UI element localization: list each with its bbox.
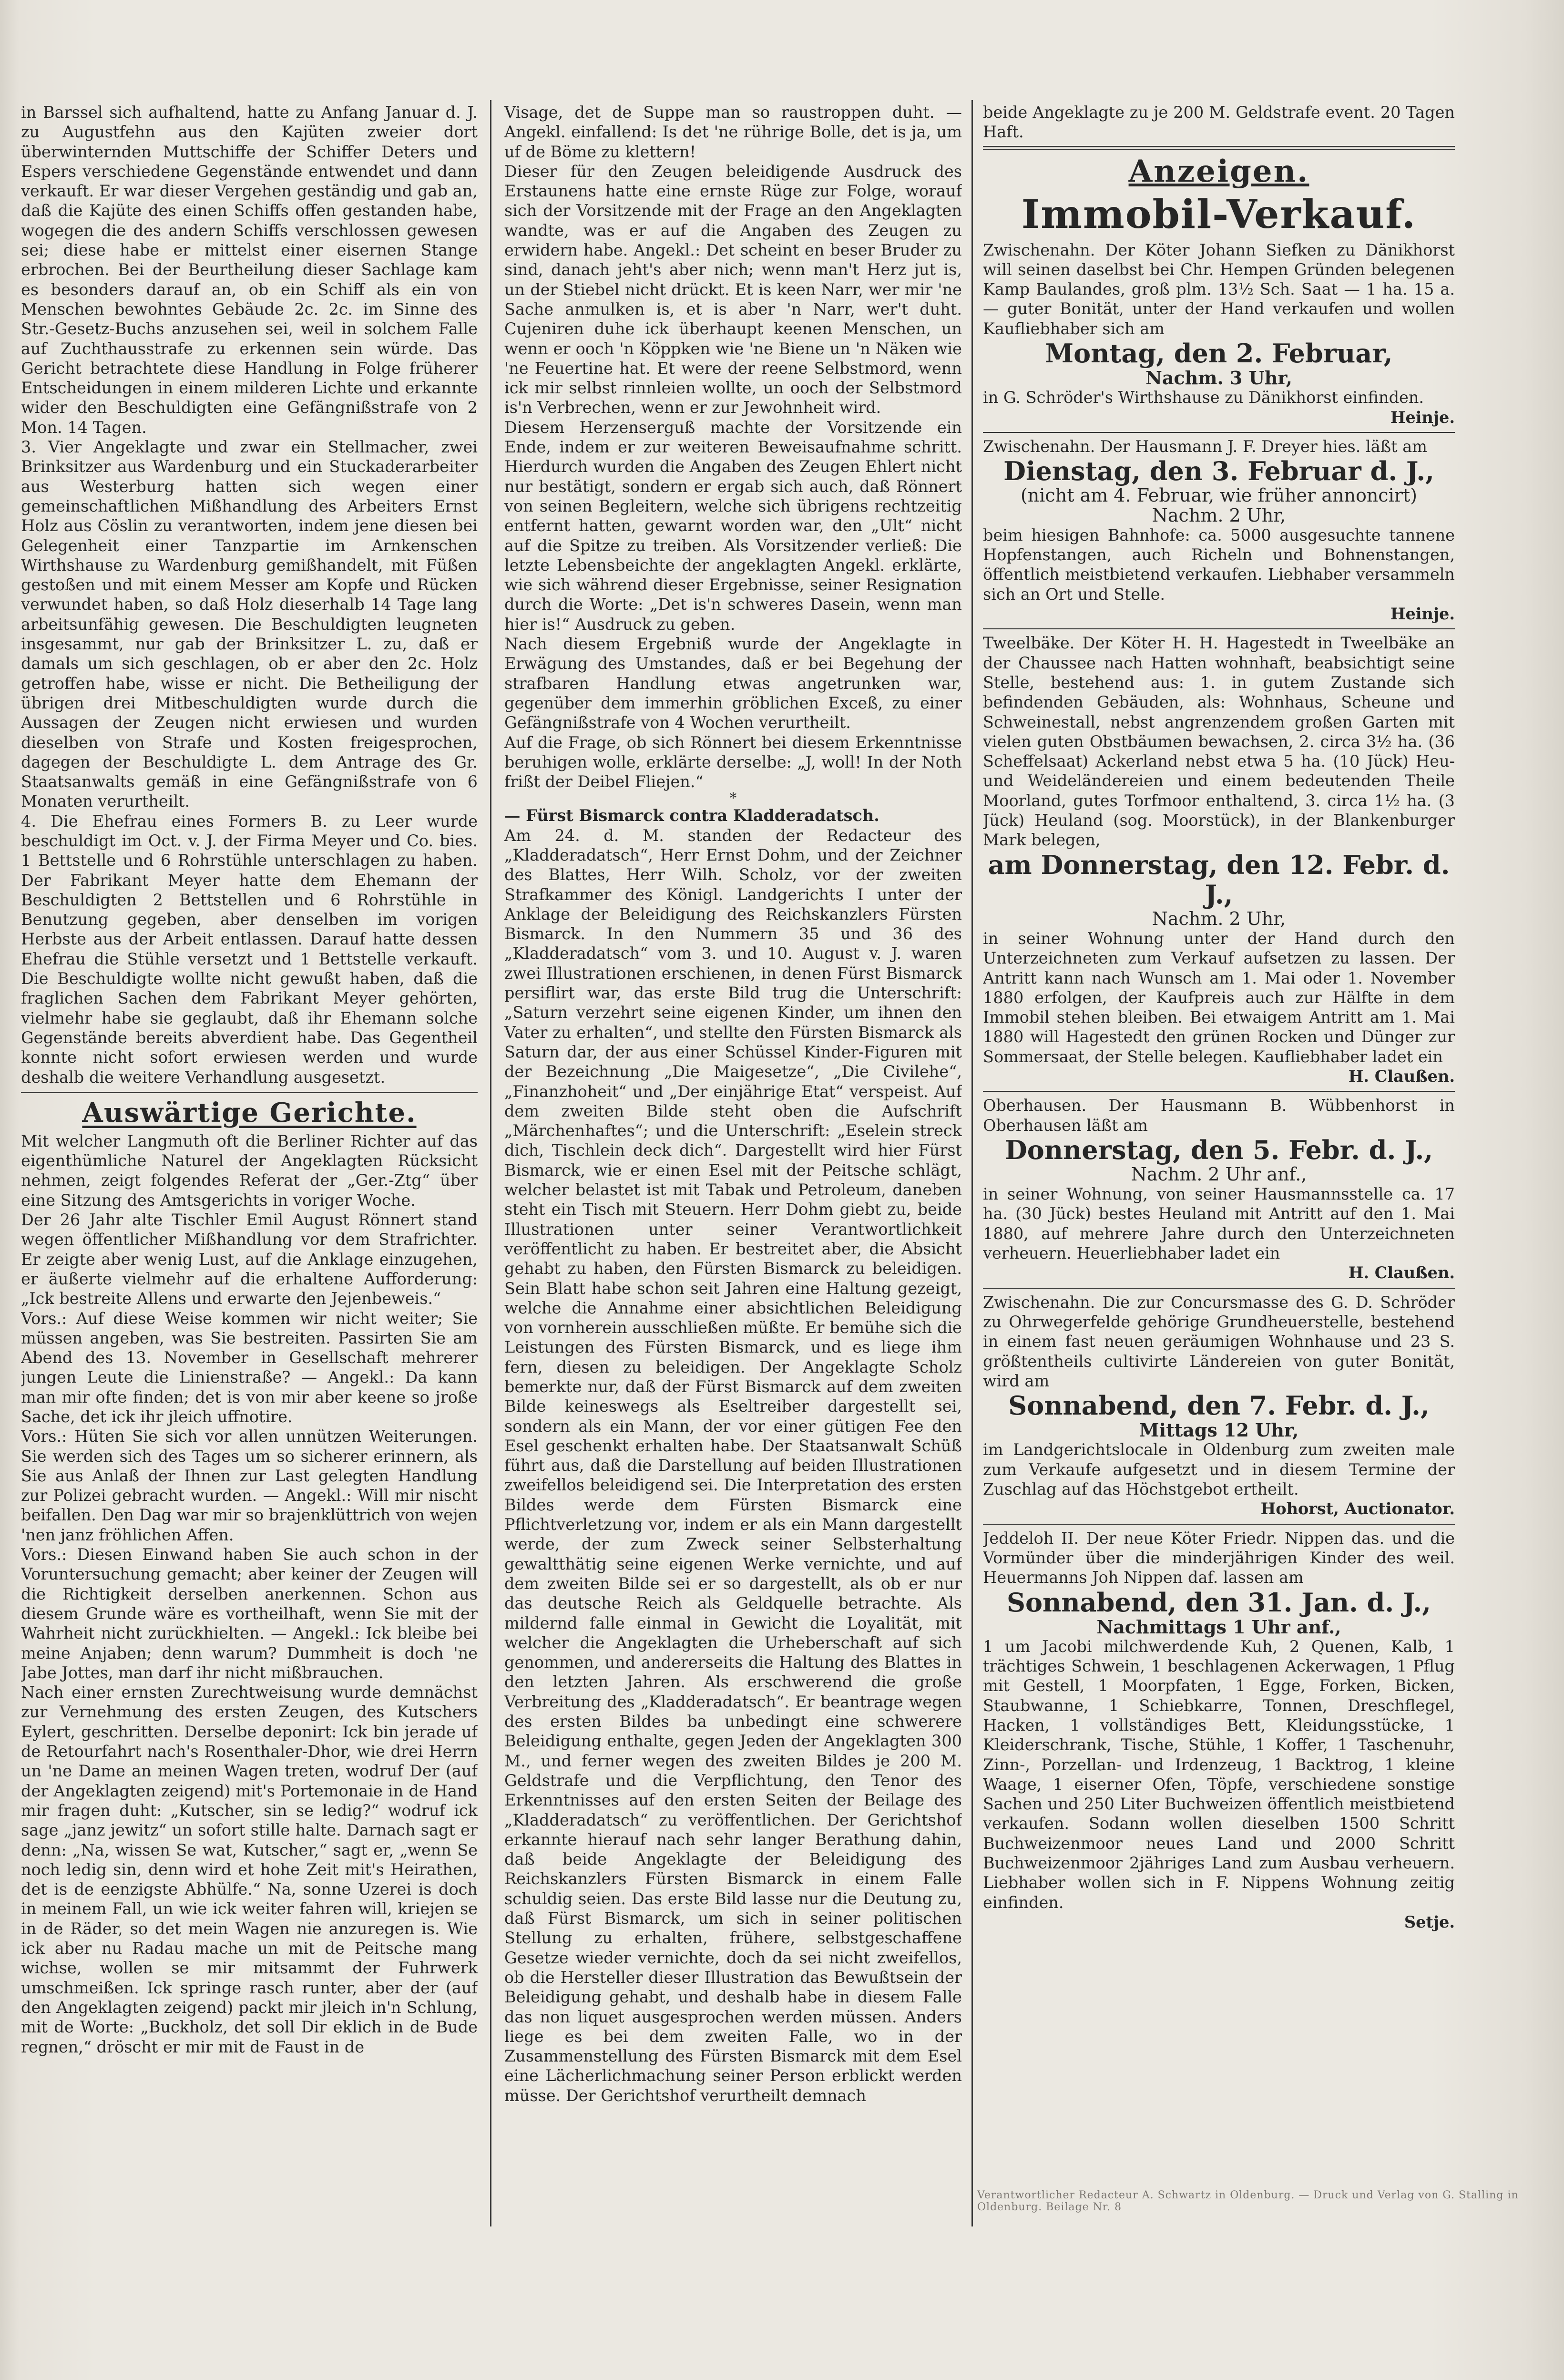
article-heading-bismarck: — Fürst Bismarck contra Kladderadatsch.	[504, 806, 879, 825]
ad5-text: Zwischenahn. Die zur Concursmasse des G. D. Schröder zu Ohrwegerfelde gehörige Grundheuerstelle, bestehend in einem fast neuen geräumigen Wohnhause und 23 S. größtentheils cultivirte Ländereien von guter Bonität, wird am	[983, 1293, 1455, 1390]
page-footer-imprint: Verantwortlicher Redacteur A. Schwartz in Oldenburg. — Druck und Verlag von G. Stalling in Oldenburg. Beilage Nr. 8	[977, 2189, 1519, 2213]
ad5-date: Sonnabend, den 7. Febr. d. J.,	[1008, 1390, 1430, 1421]
col1-para-9: Nach einer ernsten Zurechtweisung wurde demnächst zur Vernehmung des ersten Zeugen, des Kutschers Eylert, geschritten. Derselbe deponirt: Ick bin jerade uf de Retourfahrt nach's Rosenthaler-Dhor, wie drei Herrn un 'ne Dame an meinen Wagen treten, wodruf Der (auf der Angeklagten zeigend) mit's Portemonaie in de Hand mir fragen duht: „Kutscher, sin se ledig?“ wodruf ick sage „janz jewitz“ un sofort stille halte. Darnach sagt er denn: „Na, wissen Se wat, Kutscher,“ sagt er, „wenn Se noch ledig sin, denn wird et hohe Zeit mit's Heirathen, det is de eenzigste Abhülfe.“ Na, sonne Uzerei is doch in meinem Fall, un wie ick weiter fahren will, kriejen se in de Räder, so det mein Wagen nie anzuregen is. Wie ick aber nu Radau mache un mit de Peitsche mang wichse, wollen se mir mitsammt der Fuhrwerk umschmeißen. Ick springe rasch runter, aber der (auf den Angeklagten zeigend) packt mir jleich in'n Schlung, mit de Worte: „Buckholz, det soll Dir eklich in de Bude regnen,“ dröscht er mir mit de Faust in de	[21, 1683, 478, 2056]
col1-para-6: Vors.: Auf diese Weise kommen wir nicht weiter; Sie müssen angeben, was Sie bestreiten. Passirten Sie am Abend des 13. November in Gesellschaft mehrerer jungen Leute die Linienstraße? — Angekl.: Da kann man mir ofte finden; det is von mir aber keene so jroße Sache, det ick ihr jleich uffnotire.	[21, 1309, 478, 1426]
column-3	[983, 103, 1455, 2262]
ad2-body: beim hiesigen Bahnhofe: ca. 5000 ausgesuchte tannene Hopfenstangen, auch Richeln und Bohnenstangen, öffentlich meistbietend verkaufen. Liebhaber versammeln sich an Ort und Stelle.	[983, 525, 1455, 604]
ad4-date: Donnerstag, den 5. Febr. d. J.,	[1004, 1134, 1433, 1165]
col2-para-6: Am 24. d. M. standen der Redacteur des „Kladderadatsch“, Herr Ernst Dohm, und der Zeichner des Blattes, Herr Wilh. Scholz, vor der zweiten Strafkammer des Königl. Landgerichts I unter der Anklage der Beleidigung des Reichskanzlers Fürsten Bismarck. In den Nummern 35 und 36 des „Kladderadatsch“ vom 3. und 10. August v. J. waren zwei Illustrationen erschienen, in denen Fürst Bismarck persiflirt war, das erste Bild trug die Unterschrift: „Saturn verzehrt seine eigenen Kinder, um ihnen den Vater zu erhalten“, und stellte den Fürsten Bismarck als Saturn dar, der aus einer Schüssel Kinder-Figuren mit der Bezeichnung „Die Maigesetze“, „Die Civilehe“, „Finanzhoheit“ und „Der einjährige Etat“ verspeist. Auf dem zweiten Bilde steht oben die Aufschrift „Märchenhaftes“; und die Unterschrift: „Eselein streck dich, Tischlein deck dich“. Dargestellt wird hier Fürst Bismarck, wie er einen Esel mit der Peitsche schlägt, welcher belastet ist mit Tabak und Petroleum, daneben steht ein Tisch mit Steuern. Herr Dohm giebt zu, beide Illustrationen unter seiner Verantwortlichkeit veröffentlicht zu haben. Er bestreitet aber, die Absicht gehabt zu haben, den Fürsten Bismarck zu beleidigen. Sein Blatt habe schon seit Jahren eine Haltung gezeigt, welche die Annahme einer absichtlichen Beleidigung von vornherein ausschließen müßte. Er bemühe sich die Leistungen des Fürsten Bismarck, und es liege ihm fern, diesen zu beleidigen. Der Angeklagte Scholz bemerkte nur, daß der Fürst Bismarck auf dem zweiten Bilde keineswegs als Eseltreiber dargestellt sei, sondern als ein Mann, der vor einer gütigen Fee den Esel geschenkt erhalten habe. Der Staatsanwalt Schüß führt aus, daß die Darstellung auf beiden Illustrationen zweifellos beleidigend sei. Die Interpretation des ersten Bildes werde dem Fürsten Bismarck eine Pflichtverletzung vor, indem er als ein Mann dargestellt werde, der zum Zweck seiner Selbsterhaltung gewaltthätig seine eigenen Werke vernichte, und auf dem zweiten Bilde sei er so dargestellt, als ob er nur das deutsche Reich als Geldquelle betrachte. Als mildernd falle einmal in Gewicht die Loyalität, mit welcher die Angeklagten die Urheberschaft auf sich genommen, und andererseits die Haltung des Blattes in den letzten Jahren. Als erschwerend die große Verbreitung des „Kladderadatsch“. Er beantrage wegen des ersten Bildes ba unbedingt eine schwerere Beleidigung enthalte, gegen Jeden der Angeklagten 300 M., und ferner wegen des zweiten Bildes je 200 M. Geldstrafe und die Verpflichtung, den Tenor des Erkenntnisses auf den ersten Seiten der Beilage des „Kladderadatsch“ zu veröffentlichen. Der Gerichtshof erkannte hierauf nach sehr langer Berathung dahin, daß beide Angeklagte der Beleidigung des Reichskanzlers Fürsten Bismarck in einem Falle schuldig seien. Das erste Bild lasse nur die Deutung zu, daß Fürst Bismarck, um sich in seiner politischen Stellung zu erhalten, frühere, selbstgeschaffene Gesetze wieder vernichte, doch da sei nicht zweifellos, ob die Hersteller dieser Illustration das Bewußtsein der Beleidigung gehabt, und deshalb habe in diesem Falle das non liquet ausgesprochen werden müssen. Anders liege es bei dem zweiten Falle, wo in der Zusammenstellung des Fürsten Bismarck mit dem Esel eine Lächerlichmachung seiner Person erblickt werden müsse. Der Gerichtshof verurtheilt demnach	[504, 826, 962, 2105]
ad3-text: Tweelbäke. Der Köter H. H. Hagestedt in Tweelbäke an der Chaussee nach Hatten wohnhaft, beabsichtigt seine Stelle, bestehend aus: 1. in gutem Zustande sich befindenden Gebäuden, als: Wohnhaus, Scheune und Schweinestall, nebst angrenzendem großen Garten mit vielen guten Obstbäumen bewachsen, 2. circa 3½ ha. (36 Scheffelsaat) Ackerland nebst etwa 5 ha. (10 Jück) Heu- und Weideländereien und einem bedeutenden Theile Moorland, gutes Torfmoor enthaltend, 3. circa 1½ ha. (3 Jück) Heuland (sog. Moorstück), in der Blankenburger Mark belegen,	[983, 634, 1455, 850]
ad1-time: Nachm. 3 Uhr,	[1145, 367, 1292, 389]
col1-para-8: Vors.: Diesen Einwand haben Sie auch schon in der Voruntersuchung gemacht; aber keiner der Zeugen will die Richtigkeit derselben anerkennen. Schon aus diesem Grunde wäre es vortheilhaft, wenn Sie mit der Wahrheit nicht zurückhielten. — Angekl.: Ick bleibe bei meine Anjaben; denn warum? Dummheit is doch 'ne Jabe Jottes, man darf ihr nicht mißbrauchen.	[21, 1545, 478, 1682]
ad6-date: Sonnabend, den 31. Jan. d. J.,	[1007, 1587, 1431, 1618]
ad1-signature: Heinje.	[1390, 408, 1455, 427]
ad3-date: am Donnerstag, den 12. Febr. d. J.,	[988, 849, 1450, 910]
ad5-body: im Landgerichtslocale in Oldenburg zum zweiten male zum Verkaufe aufgesetzt und in diesem Termine der Zuschlag auf das Höchstgebot ertheilt.	[983, 1440, 1455, 1499]
ad1-date: Montag, den 2. Februar,	[1045, 338, 1393, 369]
column-rule-1	[490, 100, 491, 2226]
ad6-signature: Setje.	[1404, 1912, 1455, 1931]
section-star: *	[729, 790, 737, 807]
divider	[983, 1524, 1455, 1525]
ad6-body: 1 um Jacobi milchwerdende Kuh, 2 Quenen, Kalb, 1 trächtiges Schwein, 1 beschlagenen Ackerwagen, 1 Pflug mit Gestell, 1 Moorpfaten, 1 Egge, Forken, Bicken, Staubwanne, 1 Schiebkarre, Tonnen, Dreschflegel, Hacken, 1 vollständiges Bett, Kleidungsstücke, 1 Kleiderschrank, Tische, Stühle, 1 Koffer, 1 Taschenuhr, Zinn-, Porzellan- und Irdenzeug, 1 Backtrog, 1 kleine Waage, 1 eiserner Ofen, Töpfe, verschiedene sonstige Sachen und 250 Liter Buchweizen öffentlich meistbietend verkaufen. Sodann wollen dieselben 1500 Schritt Buchweizenmoor neues Land und 2000 Schritt Buchweizenmoor 2jähriges Land zum Ausbau verheuern. Liebhaber wollen sich in F. Nippens Wohnung zeitig einfinden.	[983, 1637, 1455, 1912]
col1-para-2: 3. Vier Angeklagte und zwar ein Stellmacher, zwei Brinksitzer aus Wardenburg und ein Stuckaderarbeiter aus Westerburg hatten sich wegen einer gemeinschaftlichen Mißhandlung des Arbeiters Ernst Holz aus Cöslin zu verantworten, indem jene diesen bei Gelegenheit einer Tanzpartie im Arnkenschen Wirthshause zu Wardenburg gemißhandelt, mit Füßen gestoßen und mit einem Messer am Kopfe und Rücken verwundet haben, so daß Holz dieserhalb 14 Tage lang arbeitsunfähig gewesen. Die Beschuldigten leugneten insgesammt, nur gab der Brinksitzer L. zu, daß er damals um sich geschlagen, ob er aber den 2c. Holz getroffen habe, wisse er nicht. Die Betheiligung der übrigen drei Mitbeschuldigten wurde durch die Aussagen der Zeugen nicht erwiesen und wurden dieselben von Strafe und Kosten freigesprochen, dagegen der Beschuldigte L. dem Antrage des Gr. Staatsanwalts gemäß in eine Gefängnißstrafe von 6 Monaten verurtheilt.	[21, 438, 478, 811]
section-heading-auswaertige-gerichte: Auswärtige Gerichte.	[82, 1097, 417, 1128]
col1-para-1: in Barssel sich aufhaltend, hatte zu Anfang Januar d. J. zu Augustfehn aus den Kajüten zweier dort überwinternden Muttschiffe der Schiffer Deters und Espers verschiedene Gegenstände entwendet und dann verkauft. Er war dieser Vergehen geständig und gab an, daß die Kajüte des einen Schiffs offen gestanden habe, wogegen die des andern Schiffs verschlossen gewesen sei; diese habe er mittelst einer eisernen Stange erbrochen. Bei der Beurtheilung dieser Sachlage kam es besonders darauf an, ob ein Schiff als ein von Menschen bewohntes Gebäude 2c. 2c. im Sinne des Str.-Gesetz-Buchs anzusehen sei, weil in solchem Falle auf Zuchthausstrafe zu erkennen sein würde. Das Gericht betrachtete diese Handlung in Folge früherer Entscheidungen in einem milderen Lichte und erkannte wider den Beschuldigten eine Gefängnißstrafe von 2 Mon. 14 Tagen.	[21, 103, 478, 437]
divider	[983, 146, 1455, 150]
immobil-verkauf-heading: Immobil-Verkauf.	[1021, 191, 1417, 237]
ad6-text: Jeddeloh II. Der neue Köter Friedr. Nippen das. und die Vormünder über die minderjährigen Kinder des weil. Heuermanns Joh Nippen daf. lassen am	[983, 1529, 1455, 1587]
ad4-signature: H. Claußen.	[1348, 1263, 1455, 1282]
ad3-body: in seiner Wohnung unter der Hand durch den Unterzeichneten zum Verkauf aufsetzen zu lassen. Der Antritt kann nach Wunsch am 1. Mai oder 1. November 1880 erfolgen, der Kaufpreis auch zur Hälfte in dem Immobil stehen bleiben. Bei etwaigem Antritt am 1. Mai 1880 will Hagestedt den grünen Rocken und Dünger zur Sommersaat, der Stelle belegen. Kaufliebhaber ladet ein	[983, 929, 1455, 1066]
col2-para-4: Nach diesem Ergebniß wurde der Angeklagte in Erwägung des Umstandes, daß er bei Begehung der strafbaren Handlung etwas angetrunken war, gegenüber dem immerhin gröblichen Exceß, zu einer Gefängnißstrafe von 4 Wochen verurtheilt.	[504, 635, 962, 732]
divider	[983, 1091, 1455, 1092]
ad2-time: Nachm. 2 Uhr,	[1152, 504, 1286, 526]
col2-para-1: Visage, det de Suppe man so raustroppen duht. — Angekl. einfallend: Is det 'ne rührige Bolle, det is ja, um uf de Böme zu klettern!	[504, 103, 962, 161]
ad5-signature: Hohorst, Auctionator.	[1260, 1499, 1455, 1518]
ad3-time: Nachm. 2 Uhr,	[1152, 908, 1286, 929]
ad4-time: Nachm. 2 Uhr anf.,	[1131, 1163, 1307, 1185]
ad1-text: Zwischenahn. Der Köter Johann Siefken zu Dänikhorst will seinen daselbst bei Chr. Hempen Gründen belegenen Kamp Baulandes, groß plm. 13½ Sch. Saat — 1 ha. 15 a. — guter Bonität, unter der Hand verkaufen und wollen Kaufliebhaber sich am	[983, 240, 1455, 338]
col1-para-5: Der 26 Jahr alte Tischler Emil August Rönnert stand wegen öffentlicher Mißhandlung vor dem Strafrichter. Er zeigte aber wenig Lust, auf die Anklage einzugehen, er äußerte vielmehr auf die erhaltene Aufforderung: „Ick bestreite Allens und erwarte den Jejenbeweis.“	[21, 1211, 478, 1308]
col1-para-4: Mit welcher Langmuth oft die Berliner Richter auf das eigenthümliche Naturel der Angeklagten Rücksicht nehmen, zeigt folgendes Referat der „Ger.-Ztg“ über eine Sitzung des Amtsgerichts in voriger Woche.	[21, 1131, 478, 1210]
ad4-text: Oberhausen. Der Hausmann B. Wübbenhorst in Oberhausen läßt am	[983, 1096, 1455, 1135]
divider	[983, 1288, 1455, 1289]
column-1	[21, 103, 478, 2162]
ad2-date: Dienstag, den 3. Februar d. J.,	[1003, 456, 1434, 487]
ad4-body: in seiner Wohnung, von seiner Hausmannsstelle ca. 17 ha. (30 Jück) bestes Heuland mit Antritt auf den 1. Mai 1880, auf mehrere Jahre durch den Unterzeichneten verheuern. Heuerliebhaber ladet ein	[983, 1185, 1455, 1263]
divider	[983, 432, 1455, 433]
ad2-text: Zwischenahn. Der Hausmann J. F. Dreyer hies. läßt am	[983, 437, 1427, 456]
col1-para-3: 4. Die Ehefrau eines Formers B. zu Leer wurde beschuldigt im Oct. v. J. der Firma Meyer und Co. bies. 1 Bettstelle und 6 Rohrstühle unterschlagen zu haben. Der Fabrikant Meyer hatte dem Ehemann der Beschuldigten 2 Bettstellen und 6 Rohrstühle in Benutzung gegeben, aber denselben im vorigen Herbste aus der Arbeit entlassen. Darauf hatte dessen Ehefrau die Stühle versetzt und 1 Bettstelle verkauft. Die Beschuldigte wollte nicht gewußt haben, daß die fraglichen Sachen dem Fabrikant Meyer gehörten, vielmehr habe sie geglaubt, daß ihr Ehemann solche Gegenstände bereits abverdient habe. Das Gegentheil konnte nicht sofort erwiesen werden und wurde deshalb die weitere Verhandlung ausgesetzt.	[21, 811, 478, 1087]
column-rule-2	[971, 100, 973, 2226]
ad5-time: Mittags 12 Uhr,	[1139, 1419, 1299, 1441]
col2-para-2: Dieser für den Zeugen beleidigende Ausdruck des Erstaunens hatte eine ernste Rüge zur Folge, worauf sich der Vorsitzende mit der Frage an den Angeklagten wandte, was er auf die Angaben des Zeugen zu erwidern habe. Angekl.: Det scheint en beser Bruder zu sind, danach jeht's aber nich; wenn man't Herz jut is, un der Stiebel nicht drückt. Et is keen Narr, wer mir 'ne Sache anmulken is, et is aber 'n Narr, wer't duht. Cujeniren duhe ick überhaupt keenen Menschen, un wenn er ooch 'n Köppken wie 'ne Biene un 'n Näken wie 'ne Feuertine hat. Et were der reene Selbstmord, wenn ick mir selbst rinnleien wollte, un ooch der Selbstmord is'n Verbrechen, wenn er zur Jewohnheit wird.	[504, 162, 962, 417]
col2-para-3: Diesem Herzenserguß machte der Vorsitzende ein Ende, indem er zur weiteren Beweisaufnahme schritt. Hierdurch wurden die Angaben des Zeugen Ehlert nicht nur bestätigt, sondern er ergab sich auch, daß Rönnert von seinen Begleitern, welche sich übrigens rechtzeitig entfernt hatten, gewarnt worden war, den „Ult“ nicht auf die Spitze zu treiben. Als Vorsitzender verließ: Die letzte Lebensbeichte der angeklagten Angekl. erklärte, wie sich während dieser Ergebnisse, seiner Resignation durch die Worte: „Det is'n schweres Dasein, wenn man hier is!“ Ausdruck zu geben.	[504, 418, 962, 634]
col2-para-5: Auf die Frage, ob sich Rönnert bei diesem Erkenntnisse beruhigen wolle, erklärte derselbe: „J, woll! In der Noth frißt der Deibel Fliejen.“	[504, 733, 962, 791]
divider	[983, 628, 1455, 629]
ad2-signature: Heinje.	[1390, 605, 1455, 624]
ad1-place: in G. Schröder's Wirthshause zu Dänikhorst einfinden.	[983, 388, 1424, 407]
ad2-note: (nicht am 4. Februar, wie früher annoncirt)	[1020, 485, 1417, 506]
section-divider	[21, 1092, 478, 1093]
column-2	[504, 103, 962, 2277]
col1-para-7: Vors.: Hüten Sie sich vor allen unnützen Weiterungen. Sie werden sich des Tages um so sicherer erinnern, als Sie aus Anlaß der Ihnen zur Last gelegten Handlung zur Polizei gebracht wurden. — Angekl.: Will mir nischt beifallen. Den Dag war mir so brajenklüttrich von wejen 'nen janz fröhlichen Affen.	[21, 1427, 478, 1544]
ad3-signature: H. Claußen.	[1348, 1067, 1455, 1086]
col3-intro: beide Angeklagte zu je 200 M. Geldstrafe event. 20 Tagen Haft.	[983, 103, 1455, 142]
anzeigen-heading: Anzeigen.	[1128, 153, 1309, 189]
ad6-time: Nachmittags 1 Uhr anf.,	[1096, 1616, 1341, 1638]
